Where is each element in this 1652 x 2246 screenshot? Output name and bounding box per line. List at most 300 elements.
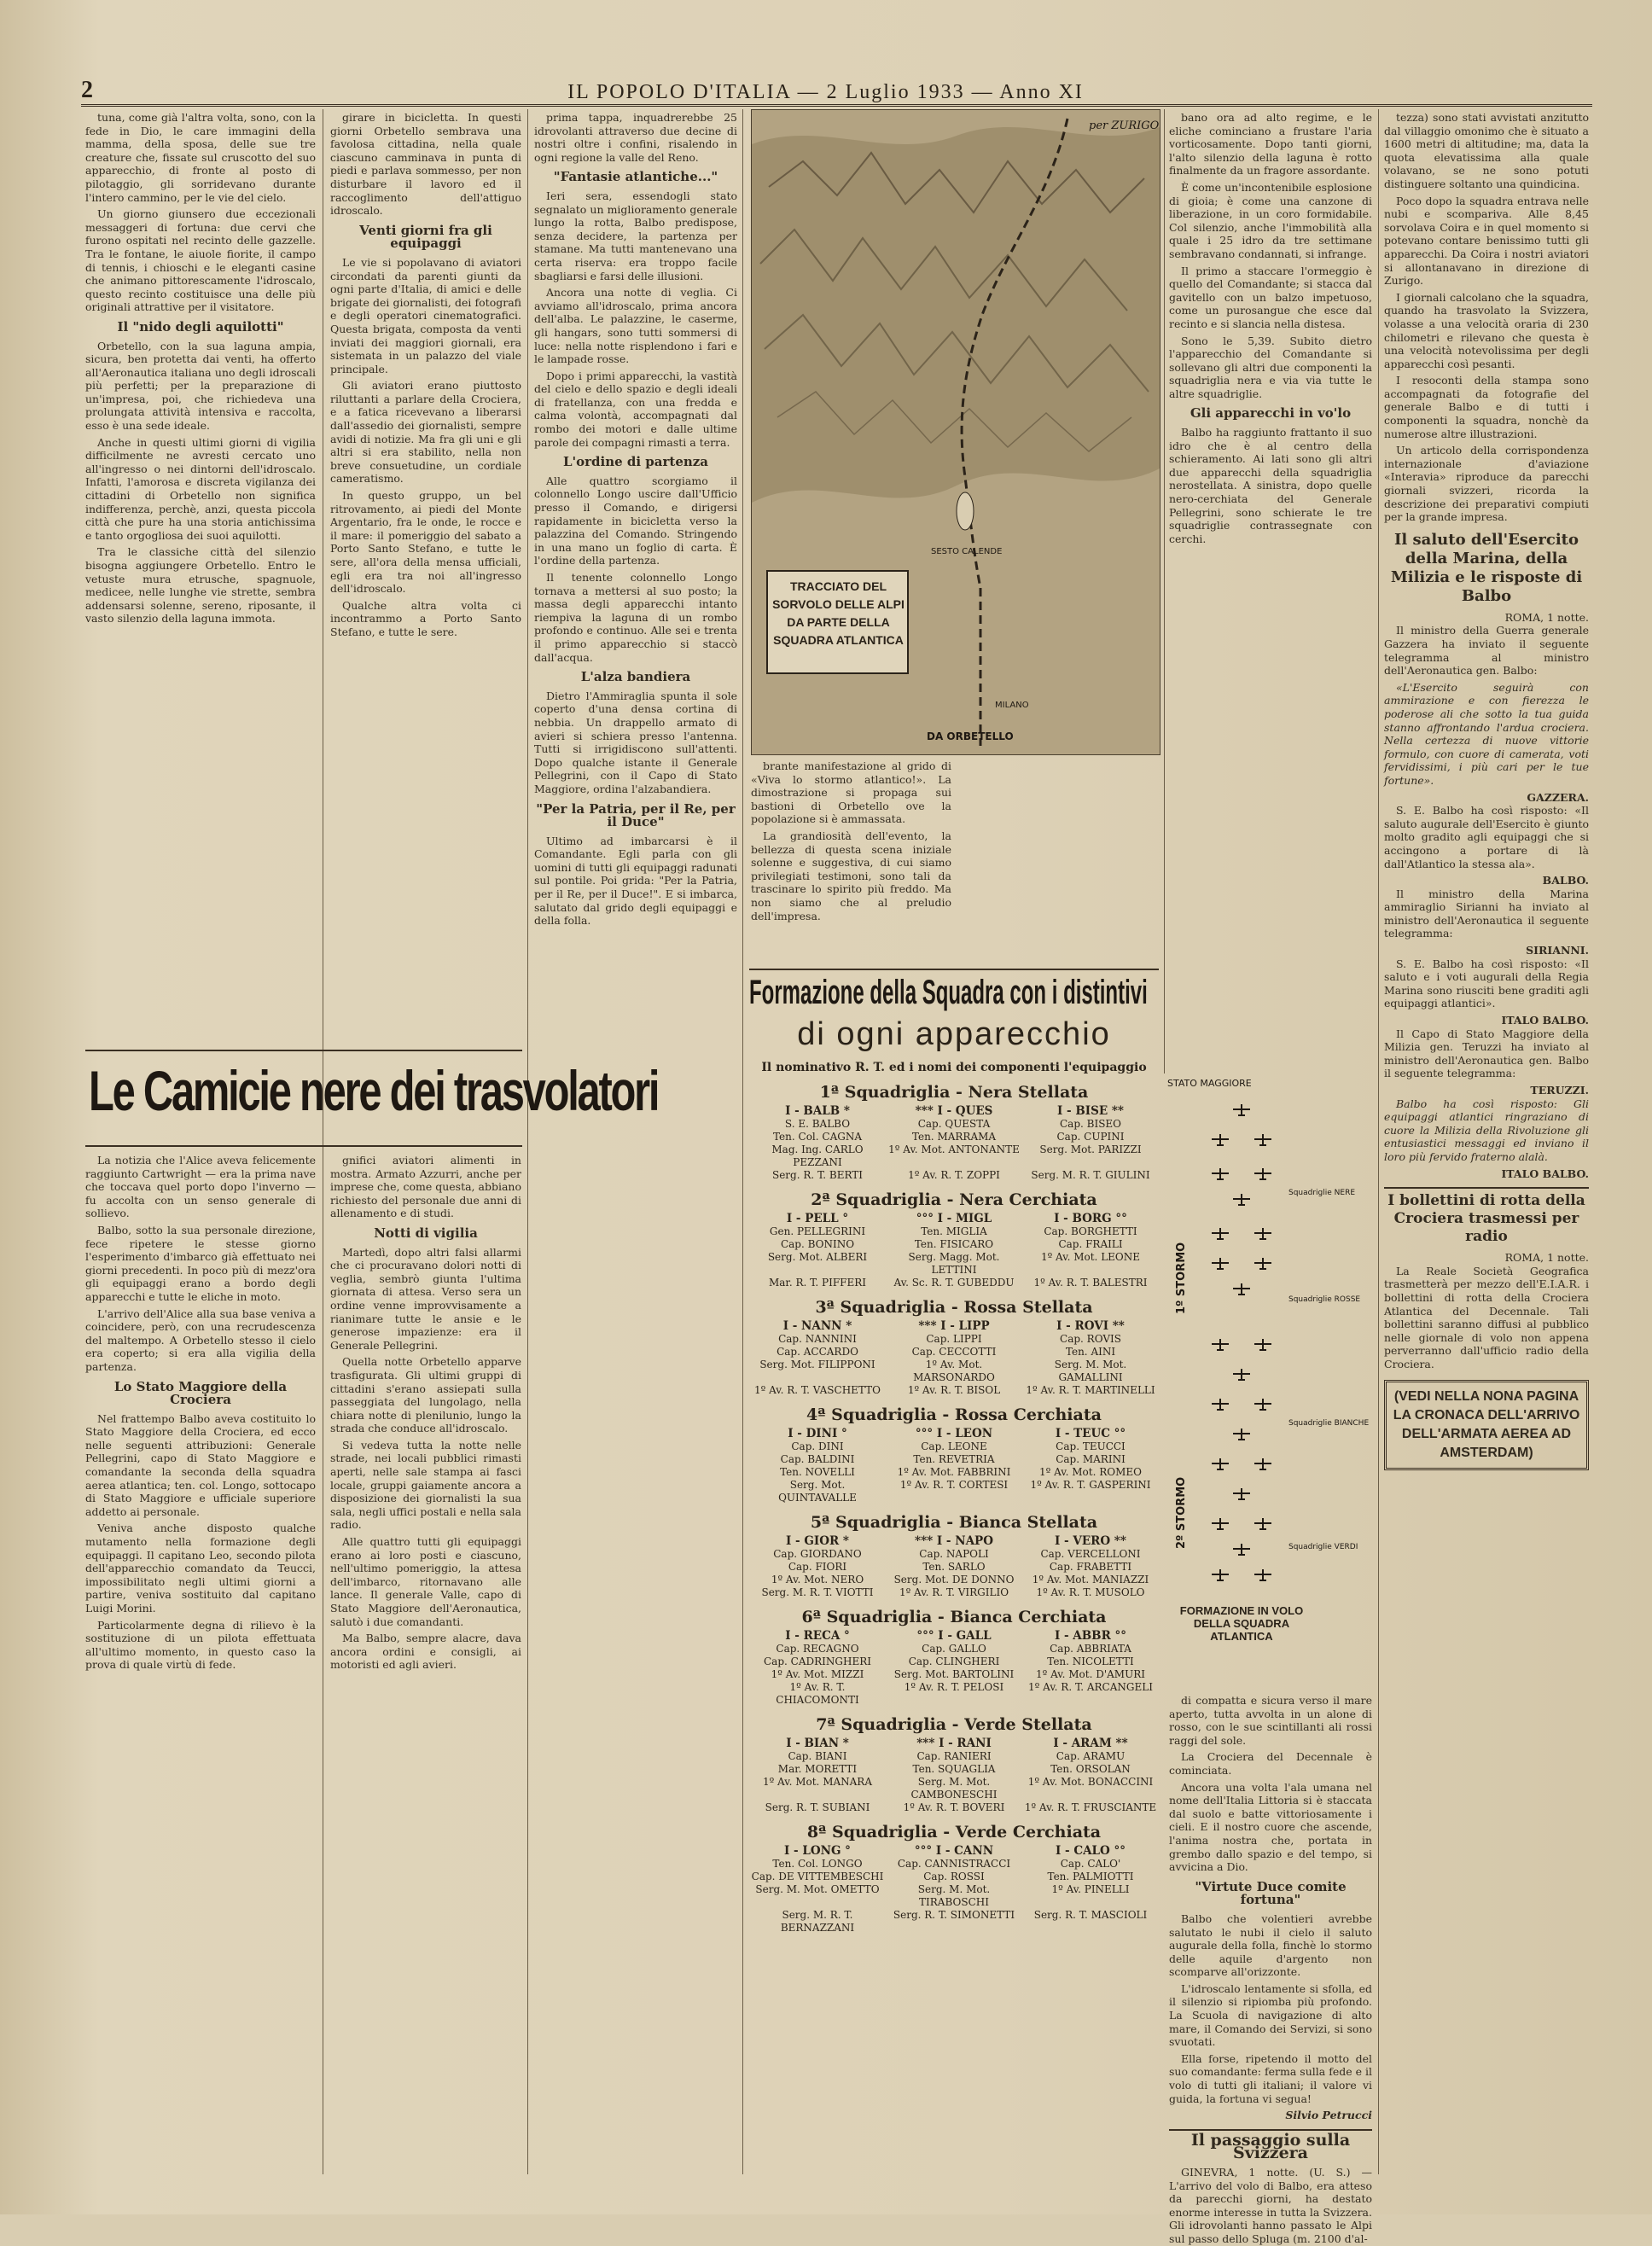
crew-member: 1º Av. Mot. MANIAZZI xyxy=(1032,1574,1149,1586)
crew-member: 1º Av. Mot. MARSONARDO xyxy=(913,1359,995,1383)
crew-member: Ten. REVETRIA xyxy=(913,1453,995,1465)
crew-row xyxy=(749,1277,1159,1289)
paragraph: Gli aviatori erano piuttosto riluttanti a parlare della Crociera, e a fatica ricevevano a liberarsi dall'assedio dei giornalisti, sempre avidi di notizie. Ma fra gli uni e gli altri si era stabilito, nella non breve consuetudine, un cordiale cameratismo. xyxy=(330,379,521,486)
crew-row xyxy=(749,1763,1159,1776)
plane-glyph xyxy=(1233,1104,1250,1116)
crew-member: Cap. ROSSI xyxy=(923,1871,985,1882)
plane-glyph xyxy=(1212,1399,1229,1411)
masthead-date: 2 Luglio 1933 xyxy=(826,81,965,103)
crew-member: Cap. ROVIS xyxy=(1060,1333,1121,1345)
formation-label-nere: Squadriglie NERE xyxy=(1288,1189,1356,1197)
squadriglia-callsigns xyxy=(749,1105,1159,1118)
crew-row xyxy=(749,1453,1159,1466)
crew-member: Cap. TEUCCI xyxy=(1056,1440,1126,1452)
paragraph: Il ministro della Guerra generale Gazzera ha inviato il seguente telegramma al ministro dell'Aeronautica gen. Balbo: xyxy=(1384,624,1589,678)
signature: ITALO BALBO. xyxy=(1501,1167,1589,1180)
paragraph: tuna, come già l'altra volta, sono, con la fede in Dio, le care immagini della mamma, della sposa, delle sue tre creature che, fissate sul cruscotto del suo apparecchio, di fronte al posto di pilotaggio, gli sorridevano durante l'intero cammino, per le vie del cielo. xyxy=(85,111,316,204)
crew-row xyxy=(749,1561,1159,1574)
callsign: °°° I - MIGL xyxy=(916,1212,992,1225)
squadriglia-block xyxy=(749,1513,1159,1599)
paragraph: S. E. Balbo ha così risposto: «Il saluto e i voti augurali della Regia Marina sono riusciti bene graditi agli equipaggi atlantici». xyxy=(1384,957,1589,1010)
crew-member: Cap. CANNISTRACCI xyxy=(897,1858,1011,1870)
crew-row xyxy=(749,1574,1159,1586)
callsign: I - TEUC °° xyxy=(1055,1427,1126,1440)
roster-headline-line1: Formazione della Squadra con i distintivi xyxy=(749,974,1148,1011)
crew-member: Serg. R. T. SIMONETTI xyxy=(893,1909,1015,1921)
signature: SIRIANNI. xyxy=(1526,944,1589,957)
paragraph: Si vedeva tutta la notte nelle strade, nei locali pubblici rimasti aperti, nelle sale stampa ai fasci locale, gruppi gaiamente ancora a disposizione dei giornalisti la sua sala, negli uffici postali e nella sala radio. xyxy=(330,1438,521,1532)
paragraph: Dopo i primi apparecchi, la vastità del cielo e dello spazio e degli ideali di fratellanza, con una fredda e calma volontà, accompagnati dal rombo dei motori e dalle ultime parole dei compagni rimasti a terra. xyxy=(534,369,737,449)
crew-member: Gen. PELLEGRINI xyxy=(769,1225,866,1237)
crew-member: Serg. R. T. SUBIANI xyxy=(765,1801,870,1813)
crew-member: 1º Av. R. T. CORTESI xyxy=(899,1479,1009,1491)
crew-member: Cap. CECCOTTI xyxy=(911,1346,997,1358)
crew-member: Ten. MARRAMA xyxy=(911,1131,997,1143)
paragraph: La Crociera del Decennale è cominciata. xyxy=(1169,1750,1372,1777)
signature: ITALO BALBO. xyxy=(1501,1014,1589,1027)
plane-glyph xyxy=(1212,1134,1229,1146)
paragraph: I giornali calcolano che la squadra, quando ha trasvolato la Svizzera, volasse a una velocità oraria di 230 chilometri e rilevano che questa è una velocità notevolissima per degli apparecchi così pesanti. xyxy=(1384,290,1589,370)
callsign: I - BALB * xyxy=(785,1104,850,1118)
crew-member: Cap. ARAMU xyxy=(1056,1750,1126,1762)
crew-member: Cap. CLINGHERI xyxy=(908,1655,1000,1667)
paragraph: Quella notte Orbetello apparve trasfigurata. Gli ultimi gruppi di cittadini s'erano assiepati sulla passeggiata del lungolago, nella chiara notte di plenilunio, lungo la strada che conduce all'idroscalo. xyxy=(330,1355,521,1435)
squadriglia-title: 6ª Squadriglia - Bianca Cerchiata xyxy=(801,1608,1107,1626)
crew-row xyxy=(749,1479,1159,1504)
article-column-5-right xyxy=(1169,111,1372,1067)
crew-member: Serg. Mot. FILIPPONI xyxy=(759,1359,875,1370)
crew-member: Ten. Col. LONGO xyxy=(772,1858,863,1870)
paragraph: «L'Esercito seguirà con ammirazione e con fierezza le poderose ali che sotto la tua guida stanno affrontando l'ardua crociera. Nella certezza di nuove vittorie formulo, con cuore di camerata, voti fervidissimi, i più cari per le tue fortune». xyxy=(1384,680,1589,787)
roster-intro: Il nominativo R. T. ed i nomi dei componenti l'equipaggio xyxy=(761,1061,1147,1074)
formation-svg xyxy=(1160,1071,1370,1690)
crew-row xyxy=(749,1466,1159,1479)
crew-row xyxy=(749,1871,1159,1883)
plane-glyph xyxy=(1212,1518,1229,1530)
crew-member: 1º Av. R. T. VIRGILIO xyxy=(899,1586,1009,1598)
squadriglia-title: 1ª Squadriglia - Nera Stellata xyxy=(819,1083,1089,1102)
formation-label-verdi: Squadriglie VERDI xyxy=(1288,1543,1358,1551)
crew-row xyxy=(749,1750,1159,1763)
callsign: *** I - RANI xyxy=(916,1737,992,1750)
dateline: ROMA, 1 notte. xyxy=(1504,610,1589,624)
crew-member: 1º Av. R. T. PELOSI xyxy=(904,1681,1004,1693)
crew-member: Mar. R. T. PIFFERI xyxy=(768,1277,867,1289)
squadriglia-callsigns xyxy=(749,1535,1159,1548)
plane-glyph xyxy=(1212,1569,1229,1581)
paragraph: L'idroscalo lentamente si sfolla, ed il silenzio si ripiomba più profondo. La Scuola di navigazione di alto mare, il Comando dei Servizi, si sono svuotati. xyxy=(1169,1981,1372,2049)
crew-row xyxy=(749,1586,1159,1599)
paragraph: Dietro l'Ammiraglia spunta il sole coperto d'una densa cortina di nebbia. Un drappello armato di avieri si schiera presso l'antenna. Tutti si irrigidiscono sull'attenti. Dopo qualche istante il Generale Pellegrini, con il Capo di Stato Maggiore, ordina l'alzabandiera. xyxy=(534,689,737,795)
formation-diagram xyxy=(1160,1071,1370,1690)
crew-member: 1º Av. R. T. MARTINELLI xyxy=(1026,1384,1155,1396)
crew-member: Cap. GIORDANO xyxy=(773,1548,862,1560)
paragraph: Il tenente colonnello Longo tornava a mettersi al suo posto; la massa degli apparecchi intanto riempiva la laguna di un rombo profondo e continuo. Alle sei e trenta il primo apparecchio si staccò dall'acqua. xyxy=(534,571,737,664)
crew-member: Cap. FIORI xyxy=(788,1561,847,1573)
crew-member: Ten. AINI xyxy=(1065,1346,1116,1358)
page-header xyxy=(81,67,1592,107)
crew-row xyxy=(749,1643,1159,1655)
page-number: 2 xyxy=(81,77,93,103)
crew-member: Ten. ORSOLAN xyxy=(1050,1763,1131,1775)
callsign: I - BIAN * xyxy=(786,1737,849,1750)
paragraph: prima tappa, inquadrerebbe 25 idrovolanti attraverso due decine di nostri oltre i confini, risalendo in ogni regione la valle del Reno. xyxy=(534,111,737,164)
headline-banner xyxy=(85,1050,659,1147)
crew-member: 1º Av. PINELLI xyxy=(1051,1883,1130,1895)
squadriglia-callsigns xyxy=(749,1320,1159,1333)
column-rule xyxy=(527,109,528,2174)
crew-row xyxy=(749,1681,1159,1707)
crew-member: Ten. Col. CAGNA xyxy=(772,1131,862,1143)
paragraph: La Reale Società Geografica trasmetterà per mezzo dell'E.I.A.R. i bollettini di rotta della Crociera Atlantica del Decennale. Tali bollettini saranno diffusi al pubblico nelle giornale di volo non appena perverranno dall'ufficio radio della Crociera. xyxy=(1384,1264,1589,1370)
crew-member: 1º Av. R. T. BALESTRI xyxy=(1033,1277,1148,1289)
squadriglia-block xyxy=(749,1715,1159,1814)
crew-member: Ten. PALMIOTTI xyxy=(1047,1871,1134,1882)
crew-member: Cap. ACCARDO xyxy=(777,1346,858,1358)
paragraph: brante manifestazione al grido di «Viva lo stormo atlantico!». La dimostrazione si propaga sui bastioni di Orbetello ove la popolazione si è ammassata. xyxy=(751,759,951,826)
paragraph: Ma Balbo, sempre alacre, dava ancora ordini e consigli, ai motoristi ed agli avieri. xyxy=(330,1632,521,1672)
signature: Silvio Petrucci xyxy=(1285,2109,1372,2122)
squadriglia-callsigns xyxy=(749,1845,1159,1858)
paragraph: di compatta e sicura verso il mare aperto, tutta avvolta in un alone di rosso, con le sue scintillanti ali rossi raggi del sole. xyxy=(1169,1694,1372,1747)
plane-glyph xyxy=(1233,1194,1250,1206)
crew-member: Serg. Mot. QUINTAVALLE xyxy=(778,1479,857,1504)
formation-label-bianche: Squadriglie BIANCHE xyxy=(1288,1419,1370,1428)
paragraph: S. E. Balbo ha così risposto: «Il saluto augurale dell'Esercito è giunto molto gradito agli equipaggi che si accingono a portare di là dall'Atlantico la stessa ala». xyxy=(1384,804,1589,870)
crew-member: Cap. LIPPI xyxy=(926,1333,982,1345)
callsign: *** I - NAPO xyxy=(915,1534,993,1548)
crew-member: Cap. BORGHETTI xyxy=(1044,1225,1137,1237)
masthead-year: Anno XI xyxy=(999,81,1084,103)
crew-member: Cap. CADRINGHERI xyxy=(764,1655,871,1667)
subheading: I bollettini di rotta della Crociera trasmessi per radio xyxy=(1384,1187,1589,1246)
masthead: IL POPOLO D'ITALIA — 2 Luglio 1933 — Anno XI xyxy=(567,81,1084,103)
plane-glyph xyxy=(1233,1369,1250,1381)
callsign: I - ARAM ** xyxy=(1053,1737,1128,1750)
crew-member: Cap. RANIERI xyxy=(916,1750,992,1762)
paragraph: bano ora ad alto regime, e le eliche cominciano a frustare l'aria vorticosamente. Dopo tanti giorni, l'alto silenzio della laguna è rotto finalmente da un fragore assordante. xyxy=(1169,111,1372,177)
crew-row xyxy=(749,1655,1159,1668)
plane-glyph xyxy=(1233,1544,1250,1556)
plane-glyph xyxy=(1254,1339,1271,1351)
paragraph: Tra le classiche città del silenzio bisogna aggiungere Orbetello. Entro le vetuste mura etrusche, spagnuole, medicee, nelle lunghe vie strette, sembra addensarsi solenne, sereno, riposante, il vasto silenzio della laguna immota. xyxy=(85,545,316,626)
callsign: *** I - QUES xyxy=(915,1104,993,1118)
paragraph: Veniva anche disposto qualche mutamento nella formazione degli equipaggi. Il capitano Leo, secondo pilota dell'apparecchio comandato da Teucci, impossibilitato negli ultimi giorni a partire, veniva sostituito dal capitano Luigi Morini. xyxy=(85,1522,316,1615)
paragraph: La grandiosità dell'evento, la bellezza di questa scena iniziale solenne e suggestiva, di cui siamo privilegiati testimoni, sono tali da trascinare lo spirito più freddo. Ma non siamo che al preludio dell'impresa. xyxy=(751,829,951,922)
paragraph: Ella forse, ripetendo il motto del suo comandante: ferma sulla fede e il volo di tutti gli italiani; il valore vi guida, la fortuna vi segua! xyxy=(1169,2051,1372,2105)
crew-member: Cap. BONINO xyxy=(780,1238,855,1250)
paragraph: Martedì, dopo altri falsi allarmi che ci procuravano dolori notti di veglia, sembrò giunta l'ultima giornata di attesa. Verso sera un ordine venne improvvisamente a rianimare tutte le ansie e le generose impazienze: era il Generale Pellegrini. xyxy=(330,1245,521,1352)
callsign: °°° I - CANN xyxy=(914,1844,994,1858)
column-rule xyxy=(1164,109,1165,1074)
crew-member: Cap. FRAILI xyxy=(1058,1238,1123,1250)
crew-row xyxy=(749,1801,1159,1814)
formation-caption: FORMAZIONE IN VOLO DELLA SQUADRA ATLANTICA xyxy=(1179,1604,1304,1643)
plane-glyph xyxy=(1254,1518,1271,1530)
plane-glyph xyxy=(1212,1339,1229,1351)
crew-member: 1º Av. R. T. ARCANGELI xyxy=(1028,1681,1153,1693)
crew-row xyxy=(749,1548,1159,1561)
paragraph: È come un'incontenibile esplosione di gioia; è come una canzone di liberazione, in un coro formidabile. Col silenzio, anche l'immobilità alla quale i 25 idro da tre settimane sembravano condannati, si infrange. xyxy=(1169,180,1372,260)
paragraph: I resoconti della stampa sono accompagnati da fotografie del generale Balbo e di tutti i componenti la squadra, nonchè da numerose altre illustrazioni. xyxy=(1384,374,1589,440)
formation-label-stato-maggiore: STATO MAGGIORE xyxy=(1167,1078,1252,1089)
crew-member: Cap. NANNINI xyxy=(778,1333,857,1345)
crew-member: 1º Av. Mot. NERO xyxy=(771,1574,864,1586)
subheading: "Per la Patria, per il Re, per il Duce" xyxy=(536,800,736,830)
paragraph: In questo gruppo, un bel ritrovamento, ai piedi del Monte Argentario, fra le onde, le rocce e il mare: il pomeriggio del sabato a Porto Santo Stefano, e tutte le sere, all'ora della mensa ufficiali, egli era tra noi all'ingresso dell'idroscalo. xyxy=(330,489,521,596)
map-caption: TRACCIATO DEL SORVOLO DELLE ALPI DA PARTE DELLA SQUADRA ATLANTICA xyxy=(772,579,905,647)
crew-member: Cap. ABBRIATA xyxy=(1050,1643,1131,1655)
paragraph: Nel frattempo Balbo aveva costituito lo Stato Maggiore della Crociera, ed ecco nelle seguenti attribuzioni: Generale Pellegrini, capo di Stato Maggiore e comandante la seconda della squadra aerea atlantica; ten. col. Longo, sottocapo di Stato Maggiore e ufficiale superiore addetto ai personale. xyxy=(85,1411,316,1518)
paragraph: Ancora una volta l'ala umana nel nome dell'Italia Littoria si è staccata dal suolo e batte vittoriosamente i cieli. E il nostro cuore che ascende, l'anima nostra che, portata in grembo dallo spazio e del tempo, si avvicina a Dio. xyxy=(1169,1780,1372,1874)
crew-member: Serg. M. R. T. VIOTTI xyxy=(761,1586,874,1598)
roster-section xyxy=(749,969,1159,2172)
article-column-3 xyxy=(534,111,737,2167)
crew-member: 1º Av. Mot. BONACCINI xyxy=(1027,1776,1154,1788)
squadriglia-title: 3ª Squadriglia - Rossa Stellata xyxy=(815,1298,1093,1317)
plane-glyph xyxy=(1254,1569,1271,1581)
signature: BALBO. xyxy=(1542,874,1589,887)
crew-member: 1º Av. Mot. MIZZI xyxy=(771,1668,864,1680)
squadriglia-block xyxy=(749,1405,1159,1504)
crew-row xyxy=(749,1909,1159,1935)
crew-row xyxy=(749,1333,1159,1346)
dateline: ROMA, 1 notte. xyxy=(1504,1251,1589,1265)
see-page-nine-box: (VEDI NELLA NONA PAGINA LA CRONACA DELL'ARRIVO DELL'ARMATA AEREA AD AMSTERDAM) xyxy=(1384,1380,1589,1470)
squadriglia-block xyxy=(749,1083,1159,1182)
subheading: "Virtute Duce comite fortuna" xyxy=(1195,1878,1347,1908)
crew-row xyxy=(749,1346,1159,1359)
crew-member: Ten. NOVELLI xyxy=(780,1466,855,1478)
crew-row xyxy=(749,1384,1159,1397)
crew-member: Serg. M. Mot. GAMALLINI xyxy=(1054,1359,1127,1383)
crew-member: Cap. VERCELLONI xyxy=(1040,1548,1141,1560)
squadriglia-title: 8ª Squadriglia - Verde Cerchiata xyxy=(806,1823,1102,1842)
callsign: I - LONG ° xyxy=(784,1844,851,1858)
crew-row xyxy=(749,1238,1159,1251)
signature: GAZZERA. xyxy=(1527,790,1589,804)
paragraph: Un giorno giunsero due eccezionali messaggeri di fortuna: due cervi che furono ospitati nel recinto delle gazzelle. Tra le fontane, le aiuole fiorite, il campo di tennis, i chioschi e le eleganti casine che animano pittorescamente l'idroscalo, questo recinto costituisce una delle più originali attrattive per il visitatore. xyxy=(85,207,316,314)
callsign: I - DINI ° xyxy=(788,1427,847,1440)
formation-label-stormo1: 1º STORMO xyxy=(1175,1242,1188,1314)
crew-member: Cap. DE VITTEMBESCHI xyxy=(751,1871,884,1882)
crew-member: Serg. R. T. BERTI xyxy=(771,1169,864,1181)
paragraph: Poco dopo la squadra entrava nelle nubi e scompariva. Alle 8,45 sorvolava Coira e in quel momento si potevano contare benissimo tutti gli apparecchi. Da Coira i nostri aviatori si allontanavano in direzione di Zurigo. xyxy=(1384,194,1589,288)
main-headline: Le Camicie nere dei trasvolatori xyxy=(89,1059,659,1122)
crew-member: 1º Av. R. T. BOVERI xyxy=(903,1801,1005,1813)
paragraph: Il primo a staccare l'ormeggio è quello del Comandante; si stacca dal gavitello con un balzo impetuoso, come un purosangue che esce dal recinto e si slancia nella distesa. xyxy=(1169,264,1372,330)
paragraph: Balbo ha raggiunto frattanto il suo idro che è al centro della schieramento. Ai lati sono gli altri due apparecchi della squadriglia nerostellata. A sinistra, dopo quelle nero-cerchiata del Generale Pellegrini, sono schierate le tre squadriglie contrassegnate con cerchi. xyxy=(1169,426,1372,545)
crew-row xyxy=(749,1359,1159,1384)
crew-row xyxy=(749,1143,1159,1169)
squadriglia-title: 5ª Squadriglia - Bianca Stellata xyxy=(810,1513,1098,1532)
crew-member: Mag. Ing. CARLO PEZZANI xyxy=(771,1143,864,1168)
crew-member: Serg. M. R. T. GIULINI xyxy=(1031,1169,1150,1181)
column-rule xyxy=(1378,109,1379,2174)
crew-member: S. E. BALBO xyxy=(784,1118,851,1130)
crew-member: Serg. Mot. PARIZZI xyxy=(1039,1143,1142,1155)
squadriglia-callsigns xyxy=(749,1630,1159,1643)
crew-member: 1º Av. Mot. ROMEO xyxy=(1039,1466,1142,1478)
plane-glyph xyxy=(1254,1458,1271,1470)
squadriglia-callsigns xyxy=(749,1428,1159,1440)
plane-glyph xyxy=(1254,1228,1271,1240)
paragraph: Balbo ha così risposto: Gli equipaggi atlantici ringraziano di cuore la Milizia della Rivoluzione gli entusiastici messaggi ed inviano il loro più fervido fraterno alalà. xyxy=(1384,1097,1589,1163)
crew-row xyxy=(749,1131,1159,1143)
crew-member: Serg. Mot. BARTOLINI xyxy=(893,1668,1015,1680)
crew-member: Cap. BIANI xyxy=(788,1750,847,1762)
crew-member: Serg. R. T. MASCIOLI xyxy=(1033,1909,1148,1921)
paragraph: Alle quattro tutti gli equipaggi erano ai loro posti e ciascuno, nell'ultimo pomeriggio, la attesa dell'imbarco, ritornavano alle lance. Il generale Valle, capo di Stato Maggiore dell'Aeronautica, salutò i due comandanti. xyxy=(330,1535,521,1628)
crew-member: 1º Av. Mot. MANARA xyxy=(762,1776,873,1788)
article-column-2b xyxy=(330,1154,521,2169)
subheading: Lo Stato Maggiore della Crociera xyxy=(113,1378,288,1408)
plane-glyph xyxy=(1254,1258,1271,1270)
crew-row xyxy=(749,1668,1159,1681)
crew-member: Ten. SARLO xyxy=(922,1561,986,1573)
crew-member: 1º Av. Mot. FABBRINI xyxy=(897,1466,1011,1478)
crew-row xyxy=(749,1883,1159,1909)
plane-glyph xyxy=(1233,1428,1250,1440)
callsign: I - CALO °° xyxy=(1056,1844,1126,1858)
callsign: I - NANN * xyxy=(782,1319,852,1333)
paragraph: Ieri sera, essendogli stato segnalato un miglioramento generale lungo la rotta, Balbo predispose, senza decidere, la partenza per stamane. Ma tutti mantenevano una certa riserva: era troppo facile sbagliarsi e farsi delle illusioni. xyxy=(534,189,737,282)
crew-member: Serg. M. Mot. TIRABOSCHI xyxy=(917,1883,991,1908)
paragraph: girare in bicicletta. In questi giorni Orbetello sembrava una favolosa cittadina, nella quale ciascuno camminava in punta di piedi e parlava sommesso, per non disturbare il lavoro ed il raccoglimento dell'attiguo idroscalo. xyxy=(330,111,521,218)
paragraph: Il ministro della Marina ammiraglio Sirianni ha inviato al ministro dell'Aeronautica il seguente telegramma: xyxy=(1384,887,1589,940)
callsign: I - RECA ° xyxy=(785,1629,850,1643)
crew-member: Cap. RECAGNO xyxy=(776,1643,859,1655)
column-rule xyxy=(742,109,743,2174)
plane-glyph xyxy=(1233,1283,1250,1295)
article-column-4 xyxy=(751,759,951,960)
article-column-1b xyxy=(85,1154,316,2169)
crew-member: Cap. BALDINI xyxy=(780,1453,855,1465)
crew-member: Serg. Mot. ALBERI xyxy=(767,1251,868,1263)
subheading: Notti di vigilia xyxy=(374,1225,478,1241)
subheading: L'ordine di partenza xyxy=(562,454,709,470)
plane-glyph xyxy=(1254,1399,1271,1411)
callsign: °°° I - GALL xyxy=(916,1629,992,1643)
crew-member: 1º Av. Mot. LEONE xyxy=(1040,1251,1141,1263)
formation-label-rosse: Squadriglie ROSSE xyxy=(1288,1295,1361,1304)
callsign: I - PELL ° xyxy=(786,1212,849,1225)
plane-glyph xyxy=(1254,1168,1271,1180)
crew-row xyxy=(749,1776,1159,1801)
subheading: Gli apparecchi in vo'lo xyxy=(1190,405,1352,422)
crew-member: Ten. FISICARO xyxy=(914,1238,994,1250)
crew-member: 1º Av. R. T. VASCHETTO xyxy=(753,1384,881,1396)
squadriglia-block xyxy=(749,1298,1159,1397)
squadriglia-block xyxy=(749,1608,1159,1707)
roster-list xyxy=(749,1083,1159,1935)
paragraph: Sono le 5,39. Subito dietro l'apparecchio del Comandante si sollevano gli altri due componenti la squadriglia nera e via via tutte le altre squadriglie. xyxy=(1169,334,1372,400)
crew-member: Av. Sc. R. T. GUBEDDU xyxy=(893,1277,1015,1289)
plane-glyph xyxy=(1212,1258,1229,1270)
squadriglia-callsigns xyxy=(749,1213,1159,1225)
squadriglia-title: 2ª Squadriglia - Nera Cerchiata xyxy=(811,1190,1097,1209)
paragraph: Balbo che volentieri avrebbe salutato le nubi il cielo il saluto augurale della folla, finchè lo stormo delle aquile d'argento non scomparve all'orizzonte. xyxy=(1169,1911,1372,1979)
crew-member: Cap. DINI xyxy=(791,1440,844,1452)
crew-member: Cap. QUESTA xyxy=(917,1118,991,1130)
paragraph: La notizia che l'Alice aveva felicemente raggiunto Cartwright — era la prima nave che toccava quel porto dopo l'inverno — fu accolta con un senso generale di sollievo. xyxy=(85,1154,316,1220)
paragraph: Il Capo di Stato Maggiore della Milizia gen. Teruzzi ha inviato al ministro dell'Aeronautica gen. Balbo il seguente telegramma: xyxy=(1384,1027,1589,1080)
formation-label-stormo2: 2º STORMO xyxy=(1175,1476,1188,1549)
paragraph: GINEVRA, 1 notte. (U. S.) — L'arrivo del volo di Balbo, era atteso da parecchi giorni, ha destato enorme interesse in tutta la Svizzera. Gli idrovolanti hanno passato le Alpi sul passo dello Spluga (m. 2100 d'al- xyxy=(1169,2166,1372,2245)
squadriglia-callsigns xyxy=(749,1737,1159,1750)
callsign: I - GIOR * xyxy=(786,1534,849,1548)
map-label-zurich: per ZURIGO xyxy=(1089,119,1160,132)
crew-row xyxy=(749,1251,1159,1277)
masthead-title: IL POPOLO D'ITALIA xyxy=(567,81,791,103)
paragraph: Le vie si popolavano di aviatori circondati da parenti giunti da ogni parte d'Italia, di amici e delle brigate dei giornalisti, dei fotografi e degli operatori cinematografici. Questa brigata, composta da venti inviati dei maggiori giornali, era sistemata in un palazzo del viale principale. xyxy=(330,255,521,375)
crew-member: 1º Av. R. T. GASPERINI xyxy=(1030,1479,1151,1491)
plane-glyph xyxy=(1233,1488,1250,1500)
crew-member: Serg. Mot. DE DONNO xyxy=(893,1574,1015,1586)
paragraph: Balbo, sotto la sua personale direzione, fece ripetere le stesse giorno l'esperimento d'imbarco già effettuato nei giorni precedenti. In poco più di mezz'ora gli equipaggi erano a bordo degli apparecchi e tutte le eliche in moto. xyxy=(85,1223,316,1303)
callsign: I - BORG °° xyxy=(1054,1212,1127,1225)
crew-row xyxy=(749,1169,1159,1182)
crew-member: Cap. GALLO xyxy=(922,1643,986,1655)
map-label-orbetello: DA ORBETELLO xyxy=(927,730,1014,742)
squadriglia-title: 4ª Squadriglia - Rossa Cerchiata xyxy=(806,1405,1102,1424)
subheading: Il saluto dell'Esercito della Marina, della Milizia e le risposte di Balbo xyxy=(1390,530,1583,605)
paragraph: tezza) sono stati avvistati anzitutto dal villaggio omonimo che è situato a 1600 metri di altitudine; ma, data la quota elevatissima alla quale volavano, se ne sono potuti distinguere soltanto una quindicina. xyxy=(1384,111,1589,190)
crew-member: 1º Av. R. T. FRUSCIANTE xyxy=(1024,1801,1157,1813)
plane-glyph xyxy=(1212,1168,1229,1180)
crew-member: Cap. CUPINI xyxy=(1056,1131,1125,1143)
crew-row xyxy=(749,1118,1159,1131)
paragraph: gnifici aviatori alimenti in mostra. Armato Azzurri, anche per imprese che, come questa, abbiano richiesto del personale due anni di allenamento e di studi. xyxy=(330,1154,521,1220)
crew-member: Serg. M. Mot. CAMBONESCHI xyxy=(910,1776,998,1801)
article-column-1 xyxy=(85,111,316,1045)
crew-member: Ten. NICOLETTI xyxy=(1047,1655,1134,1667)
crew-member: 1º Av. R. T. BISOL xyxy=(907,1384,1001,1396)
article-column-2 xyxy=(330,111,521,1045)
crew-row xyxy=(749,1225,1159,1238)
crew-member: Cap. LEONE xyxy=(921,1440,987,1452)
article-column-5b xyxy=(1169,1694,1372,2245)
crew-member: 1º Av. R. T. ZOPPI xyxy=(908,1169,1000,1181)
paragraph: Orbetello, con la sua laguna ampia, sicura, ben protetta dai venti, ha offerto all'Aeronautica italiana uno degli idroscali più perfetti; per la preparazione di un'impresa, poi, che richiedeva una prolungata attività intensiva e raccolta, esso è una sede ideale. xyxy=(85,339,316,433)
callsign: I - VERO ** xyxy=(1055,1534,1126,1548)
crew-member: 1º Av. Mot. D'AMURI xyxy=(1036,1668,1145,1680)
signature: TERUZZI. xyxy=(1530,1084,1589,1097)
crew-member: Serg. M. R. T. BERNAZZANI xyxy=(780,1909,855,1934)
crew-row xyxy=(749,1858,1159,1871)
plane-glyph xyxy=(1212,1228,1229,1240)
subheading: "Fantasie atlantiche..." xyxy=(553,169,718,185)
crew-row xyxy=(749,1440,1159,1453)
article-column-5 xyxy=(959,111,1157,960)
callsign: I - BISE ** xyxy=(1057,1104,1124,1118)
plane-glyph xyxy=(1254,1134,1271,1146)
callsign: *** I - LIPP xyxy=(918,1319,990,1333)
subheading: Venti giorni fra gli equipaggi xyxy=(359,222,492,252)
squadriglia-title: 7ª Squadriglia - Verde Stellata xyxy=(816,1715,1092,1734)
paragraph: L'arrivo dell'Alice alla sua base veniva a coincidere, però, con una recrudescenza del maltempo. A Orbetello stesso il cielo era coperto; si era alla vigilia della partenza. xyxy=(85,1306,316,1373)
map-label-sesto-calende: SESTO CALENDE xyxy=(931,547,1003,556)
squadriglia-block xyxy=(749,1190,1159,1289)
article-column-6 xyxy=(1384,111,1589,2172)
crew-member: Ten. SQUAGLIA xyxy=(912,1763,996,1775)
subheading: Il "nido degli aquilotti" xyxy=(117,318,284,335)
roster-headline-line2: di ogni apparecchio xyxy=(797,1016,1111,1052)
map-label-milano: MILANO xyxy=(995,701,1029,710)
roster-headline xyxy=(749,969,1159,1056)
crew-member: Mar. MORETTI xyxy=(777,1763,858,1775)
crew-member: 1º Av. Mot. ANTONANTE xyxy=(888,1143,1020,1155)
